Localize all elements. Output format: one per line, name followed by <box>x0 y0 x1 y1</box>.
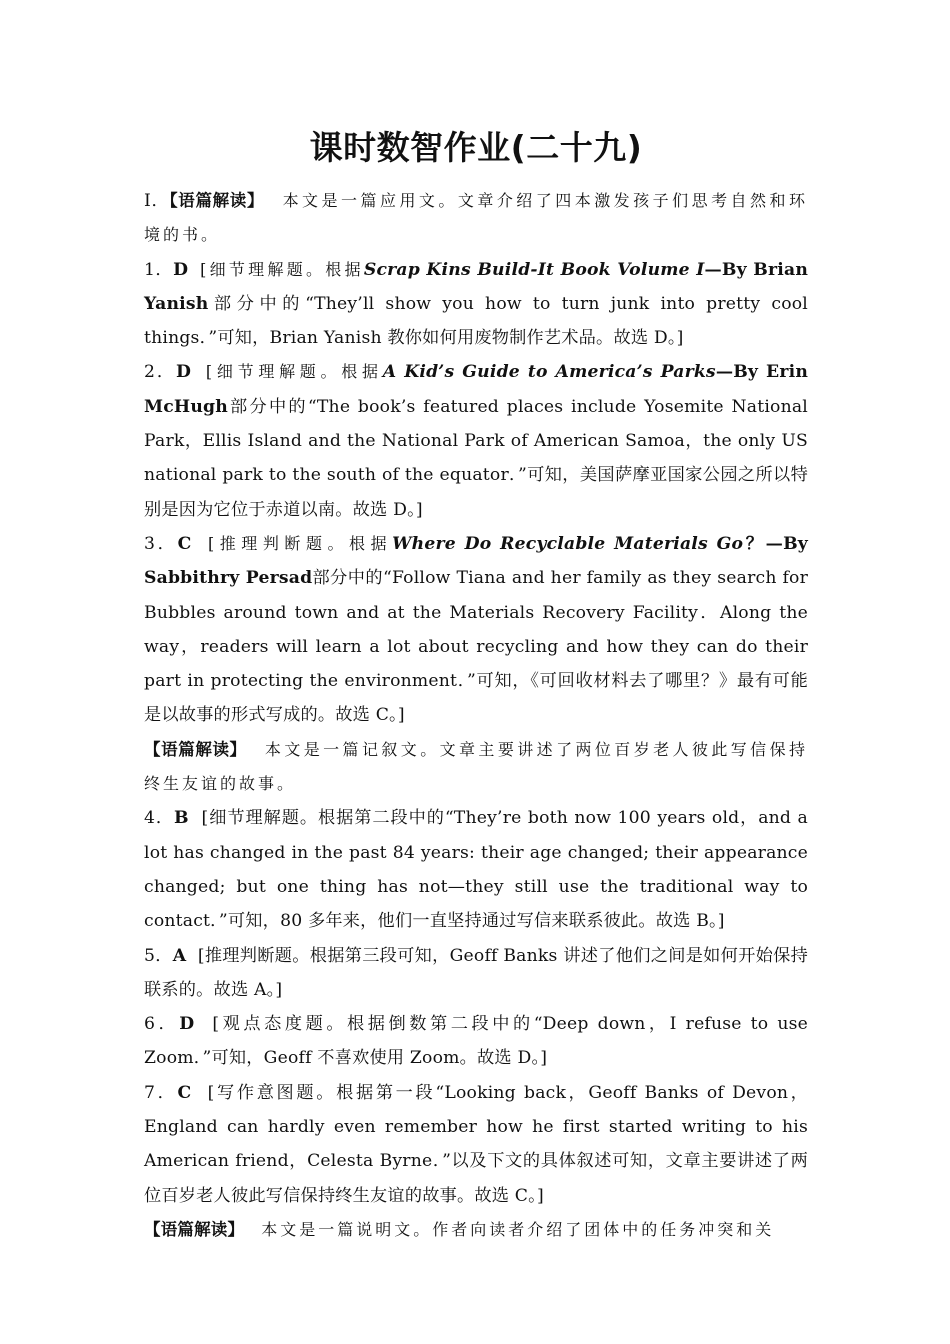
item-number: 5． <box>144 945 173 966</box>
answer-item-2 <box>144 355 808 526</box>
item-answer: B <box>174 808 189 829</box>
section2-intro <box>144 733 808 802</box>
item-answer: D <box>173 259 189 280</box>
answer-item-7 <box>144 1076 808 1213</box>
item-number: 7． <box>144 1082 178 1103</box>
section-roman-numeral: Ⅰ． <box>144 191 170 211</box>
item-explanation: [细节理解题。根据第二段中的“They’re both now 100 years old，and a lot has changed in the past 84 years: their age changed; their appearance changed; but one thing has not—they still use the traditional way to contact．”可知，80 多年来，他们一直坚持通过写信来联系彼此。故选 B。] <box>144 808 808 932</box>
passage-analysis-tag: 【语篇解读】 <box>169 191 265 210</box>
item-answer: A <box>172 945 187 966</box>
answer-item-6 <box>144 1007 808 1076</box>
book-author: —By Erin McHugh <box>144 362 809 417</box>
book-title: Scrap Kins Build-It Book Volume I <box>363 259 705 280</box>
passage-analysis-tag: 【语篇解读】 <box>144 739 247 759</box>
item-number: 6． <box>144 1014 180 1035</box>
book-author: —By Brian Yanish <box>144 259 809 314</box>
passage-summary: 本文是一篇说明文。作者向读者介绍了团体中的任务冲突和关 <box>261 1219 775 1239</box>
item-explanation-prefix: [推理判断题。根据 <box>207 533 393 553</box>
passage-summary: 本文是一篇应用文。文章介绍了四本激发孩子们思考自然和环境的书。 <box>144 191 808 245</box>
item-explanation: [观点态度题。根据倒数第二段中的“Deep down，I refuse to use Zoom．”可知，Geoff 不喜欢使用 Zoom。故选 D。] <box>144 1014 809 1069</box>
book-title: Where Do Recyclable Materials Go <box>392 533 744 554</box>
item-explanation: [推理判断题。根据第三段可知，Geoff Banks 讲述了他们之间是如何开始保持联系的。故选 A。] <box>144 945 809 1000</box>
item-answer: D <box>176 362 192 383</box>
item-explanation: 部分中的“Follow Tiana and her family as they search for Bubbles around town and at the Materials Recovery Facility．Along the way，readers will learn a lot about recycling and how they can do their part in protecting the environment．”可知，《可回收材料去了哪里？》最有可能是以故事的形式写成的。故选 C。] <box>144 568 808 726</box>
answer-item-4 <box>144 801 808 938</box>
section1-intro <box>144 184 808 253</box>
page-title: 课时数智作业(二十九) <box>309 128 643 167</box>
document-page <box>144 118 808 1247</box>
item-explanation: [写作意图题。根据第一段“Looking back，Geoff Banks of Devon，England can hardly even remember how he first started writing to his American friend，Celesta Byrne．”以及下文的具体叙述可知，文章主要讲述了两位百岁老人彼此写信保持终生友谊的故事。故选 C。] <box>144 1082 809 1206</box>
item-explanation-prefix: [细节理解题。根据 <box>205 362 383 382</box>
item-explanation: 部分中的“They’ll show you how to turn junk into pretty cool things．”可知，Brian Yanish 教你如何用废物制作艺术品。故选 D。] <box>144 293 808 349</box>
answer-item-5 <box>144 939 808 1008</box>
item-number: 2． <box>144 362 176 383</box>
answer-item-3 <box>144 527 808 733</box>
item-number: 4． <box>144 808 174 829</box>
book-author: ？—By Sabbithry Persad <box>144 533 808 589</box>
section3-intro <box>144 1213 808 1247</box>
passage-analysis-tag: 【语篇解读】 <box>144 1219 245 1239</box>
item-answer: C <box>177 533 192 554</box>
item-explanation: 部分中的“The book’s featured places include Yosemite National Park，Ellis Island and the National Park of American Samoa，the only US national park to the south of the equator．”可知，美国萨摩亚国家公园之所以特别是因为它位于赤道以南。故选 D。] <box>144 396 808 520</box>
answer-item-1 <box>144 253 808 356</box>
item-number: 3． <box>144 533 178 554</box>
item-answer: C <box>177 1082 192 1103</box>
item-answer: D <box>179 1014 195 1035</box>
passage-summary: 本文是一篇记叙文。文章主要讲述了两位百岁老人彼此写信保持终生友谊的故事。 <box>144 739 808 794</box>
item-number: 1． <box>144 259 174 280</box>
book-title: A Kid’s Guide to America’s Parks <box>382 362 716 383</box>
item-explanation-prefix: [细节理解题。根据 <box>200 259 364 279</box>
